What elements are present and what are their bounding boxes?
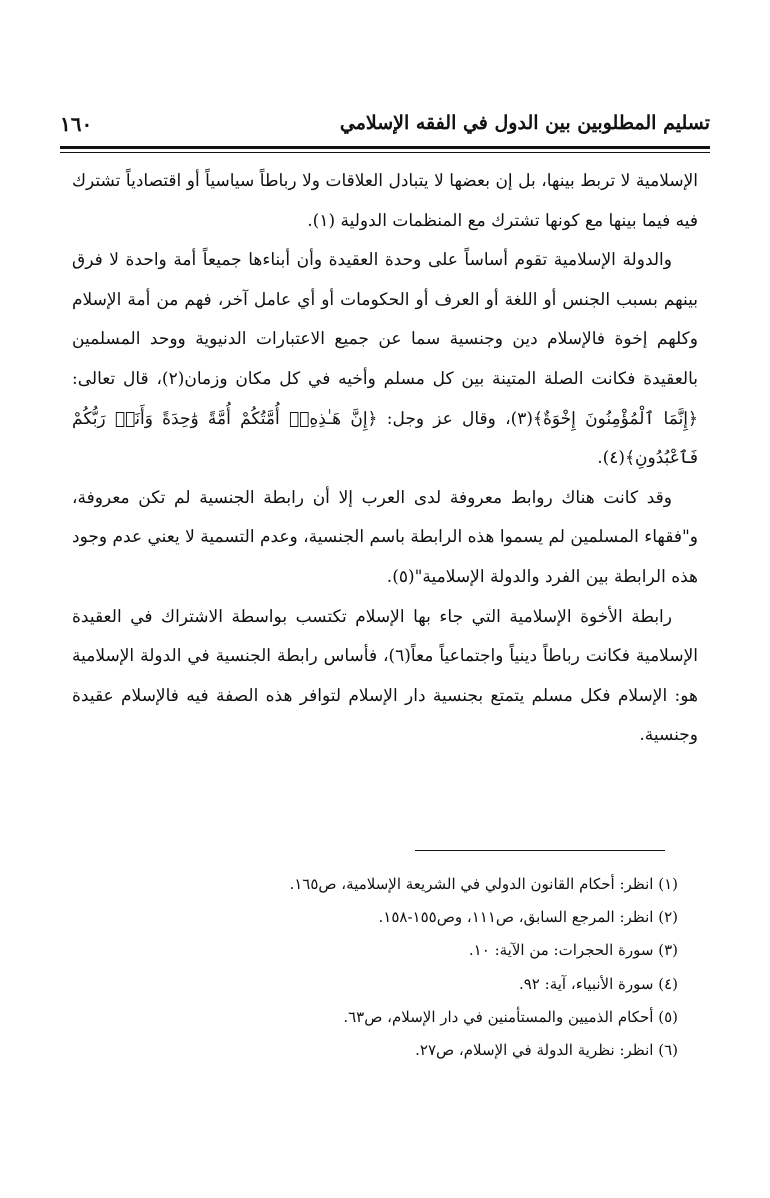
page-number: ١٦٠: [60, 112, 93, 136]
footnote: (٢) انظر: المرجع السابق، ص١١١، وص١٥٥-١٥٨.: [378, 908, 678, 927]
paragraph-continued: الإسلامية لا تربط بينها، بل إن بعضها لا يتبادل العلاقات ولا رباطاً سياسياً أو اقتصادياً تشترك فيه فيما بينها مع كونها تشترك مع المنظمات الدولية (١).: [72, 171, 698, 231]
paragraph: رابطة الأخوة الإسلامية التي جاء بها الإسلام تكتسب بواسطة الاشتراك في العقيدة الإسلامية فكانت رباطاً دينياً واجتماعياً معاً(٦)، فأساس رابطة الجنسية في الدولة الإسلامية هو: الإسلام فكل مسلم يتمتع بجنسية دار الإسلام لتوافر هذه الصفة فيه فالإسلام عقيدة وجنسية.: [72, 606, 698, 746]
header-rule-thin: [60, 152, 710, 153]
footnote: (٣) سورة الحجرات: من الآية: ١٠.: [468, 941, 678, 960]
footnote: (٤) سورة الأنبياء، آية: ٩٢.: [518, 974, 678, 993]
footnote-divider: [415, 850, 665, 851]
main-text: [72, 162, 698, 756]
footnote: (٥) أحكام الذميين والمستأمنين في دار الإسلام، ص٦٣.: [343, 1007, 678, 1026]
running-title: تسليم المطلوبين بين الدول في الفقه الإسلامي: [339, 112, 710, 134]
footnote: (١) انظر: أحكام القانون الدولي في الشريعة الإسلامية، ص١٦٥.: [289, 875, 678, 893]
footnote: (٦) انظر: نظرية الدولة في الإسلام، ص٢٧.: [415, 1041, 678, 1060]
paragraph: وقد كانت هناك روابط معروفة لدى العرب إلا أن رابطة الجنسية لم تكن معروفة، و"فقهاء المسلمين لم يسموا هذه الرابطة باسم الجنسية، وعدم التسمية لا يعني عدم وجود هذه الرابطة بين الفرد والدولة الإسلامية"(٥).: [72, 487, 698, 587]
paragraph: والدولة الإسلامية تقوم أساساً على وحدة العقيدة وأن أبناءها جميعاً أمة واحدة لا فرق بينهم بسبب الجنس أو اللغة أو العرف أو الحكومات أو أي عامل آخر، فهم من أمة الإسلام وكلهم إخوة فالإسلام دين وجنسية سما عن جميع الاعتبارات الدنيوية ووحد المسلمين بالعقيدة فكانت الصلة المتينة بين كل مسلم وأخيه في كل مكان وزمان(٢)، قال تعالى: ﴿إِنَّمَا ٱلْمُؤْمِنُونَ إِخْوَةٌ﴾(٣)، وقال عز وجل: ﴿إِنَّ هَـٰذِهِۦٓ أُمَّتُكُمْ أُمَّةً وَٰحِدَةً وَأَنَا۠ رَبُّكُمْ فَٱعْبُدُونِ﴾(٤).: [72, 250, 698, 469]
page-header: [60, 112, 710, 148]
footnotes: [80, 868, 678, 1067]
header-rule-thick: [60, 146, 710, 149]
